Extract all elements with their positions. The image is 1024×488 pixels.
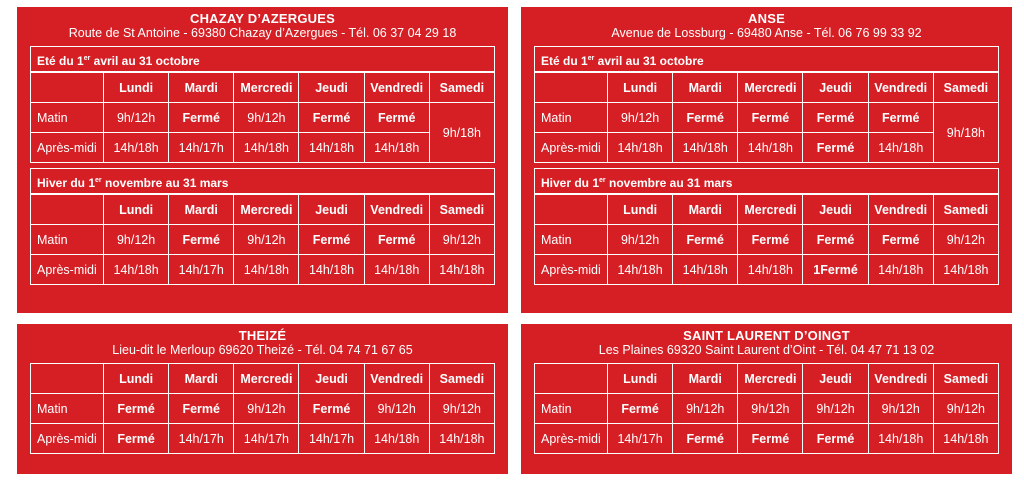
hours-cell: Fermé (803, 133, 868, 163)
day-header: Vendredi (364, 195, 429, 225)
day-header: Vendredi (868, 195, 933, 225)
table-row (31, 103, 495, 133)
day-header: Samedi (429, 364, 494, 394)
day-header: Mardi (169, 73, 234, 103)
day-header: Jeudi (299, 364, 364, 394)
summer-schedule (30, 46, 495, 163)
panel-theize (17, 324, 508, 474)
hours-cell: 14h/18h (234, 133, 299, 163)
hours-cell: 14h/18h (429, 424, 494, 454)
hours-cell: Fermé (104, 424, 169, 454)
day-header: Mercredi (234, 73, 299, 103)
hours-cell: 14h/18h (364, 424, 429, 454)
hours-cell: 14h/18h (364, 133, 429, 163)
table-row (31, 424, 495, 454)
row-label: Après-midi (31, 133, 104, 163)
hours-cell: Fermé (104, 394, 169, 424)
day-header: Lundi (104, 195, 169, 225)
row-label: Matin (535, 225, 608, 255)
hours-cell: Fermé (673, 225, 738, 255)
hours-cell: 14h/18h (608, 255, 673, 285)
day-header: Mardi (673, 195, 738, 225)
day-header: Mardi (673, 73, 738, 103)
hours-cell: Fermé (364, 225, 429, 255)
day-header: Mercredi (738, 364, 803, 394)
hours-cell: 9h/12h (933, 394, 998, 424)
site-name: SAINT LAURENT D’OINGT (683, 328, 850, 343)
day-header: Lundi (104, 73, 169, 103)
hours-cell: Fermé (673, 424, 738, 454)
row-label: Après-midi (31, 424, 104, 454)
day-header: Vendredi (364, 364, 429, 394)
table-row (31, 225, 495, 255)
hours-cell: Fermé (299, 225, 364, 255)
hours-cell: 9h/12h (234, 394, 299, 424)
hours-cell: 14h/18h (299, 133, 364, 163)
day-header: Lundi (608, 73, 673, 103)
hours-cell: Fermé (169, 394, 234, 424)
hours-cell: 14h/18h (868, 133, 933, 163)
hours-cell-saturday: 9h/18h (429, 103, 494, 163)
hours-cell: 14h/18h (608, 133, 673, 163)
hours-cell: Fermé (868, 103, 933, 133)
season-title: Hiver du 1er novembre au 31 mars (535, 169, 998, 194)
day-header: Jeudi (299, 195, 364, 225)
hours-cell: 9h/12h (429, 225, 494, 255)
schedule-table (534, 194, 999, 285)
day-header: Jeudi (299, 73, 364, 103)
table-header-row (31, 73, 495, 103)
hours-cell: Fermé (738, 424, 803, 454)
hours-cell: 14h/17h (299, 424, 364, 454)
hours-cell: Fermé (169, 225, 234, 255)
hours-cell: Fermé (803, 225, 868, 255)
hours-cell: 9h/12h (104, 225, 169, 255)
corner-cell (31, 73, 104, 103)
hours-cell: Fermé (608, 394, 673, 424)
day-header: Vendredi (868, 364, 933, 394)
row-label: Après-midi (535, 424, 608, 454)
hours-cell: Fermé (738, 103, 803, 133)
panel-saint-laurent (521, 324, 1012, 474)
day-header: Vendredi (364, 73, 429, 103)
row-label: Après-midi (31, 255, 104, 285)
hours-cell: 14h/18h (104, 133, 169, 163)
day-header: Mardi (169, 195, 234, 225)
hours-cell: 9h/12h (608, 225, 673, 255)
table-row (31, 133, 495, 163)
hours-cell: 9h/12h (429, 394, 494, 424)
hours-cell: Fermé (868, 225, 933, 255)
hours-cell: 9h/12h (104, 103, 169, 133)
hours-cell: 9h/12h (868, 394, 933, 424)
day-header: Jeudi (803, 73, 868, 103)
day-header: Mercredi (738, 195, 803, 225)
hours-cell: Fermé (169, 103, 234, 133)
hours-cell: Fermé (364, 103, 429, 133)
table-row (535, 255, 999, 285)
row-label: Matin (535, 394, 608, 424)
summer-schedule (534, 46, 999, 163)
day-header: Mercredi (234, 364, 299, 394)
table-row (535, 394, 999, 424)
hours-cell: 14h/18h (933, 255, 998, 285)
hours-cell: 9h/12h (673, 394, 738, 424)
hours-cell: Fermé (738, 225, 803, 255)
row-label: Après-midi (535, 255, 608, 285)
row-label: Matin (31, 103, 104, 133)
table-row (535, 225, 999, 255)
day-header: Lundi (608, 364, 673, 394)
hours-cell: 14h/18h (673, 255, 738, 285)
schedule-table (30, 363, 495, 454)
corner-cell (31, 364, 104, 394)
hours-cell: 9h/12h (933, 225, 998, 255)
site-name: CHAZAY D’AZERGUES (190, 11, 335, 26)
hours-cell: 14h/18h (933, 424, 998, 454)
day-header: Samedi (933, 73, 998, 103)
hours-cell: 14h/18h (868, 255, 933, 285)
site-name: ANSE (748, 11, 785, 26)
day-header: Mardi (673, 364, 738, 394)
day-header: Lundi (104, 364, 169, 394)
table-row (535, 103, 999, 133)
day-header: Mercredi (234, 195, 299, 225)
hours-cell: Fermé (299, 103, 364, 133)
table-header-row (535, 364, 999, 394)
hours-cell: Fermé (803, 103, 868, 133)
hours-cell: 14h/17h (169, 255, 234, 285)
day-header: Samedi (429, 195, 494, 225)
table-header-row (31, 195, 495, 225)
site-address: Avenue de Lossburg - 69480 Anse - Tél. 06 76 99 33 92 (611, 26, 922, 40)
hours-cell: 1Fermé (803, 255, 868, 285)
panel-anse (521, 7, 1012, 313)
row-label: Matin (31, 394, 104, 424)
hours-cell: 9h/12h (234, 225, 299, 255)
table-header-row (535, 195, 999, 225)
row-label: Matin (535, 103, 608, 133)
schedule-table (534, 72, 999, 163)
site-address: Route de St Antoine - 69380 Chazay d’Azergues - Tél. 06 37 04 29 18 (68, 26, 457, 40)
site-address: Les Plaines 69320 Saint Laurent d’Oint - Tél. 04 47 71 13 02 (598, 343, 935, 357)
corner-cell (31, 195, 104, 225)
winter-schedule (30, 168, 495, 285)
hours-cell: 14h/18h (364, 255, 429, 285)
table-row (31, 255, 495, 285)
hours-cell: Fermé (673, 103, 738, 133)
hours-cell: 14h/17h (169, 133, 234, 163)
hours-cell: 14h/18h (104, 255, 169, 285)
panel-chazay (17, 7, 508, 313)
hours-cell: 9h/12h (608, 103, 673, 133)
schedule (30, 363, 495, 454)
day-header: Lundi (608, 195, 673, 225)
day-header: Jeudi (803, 364, 868, 394)
hours-cell: 14h/18h (673, 133, 738, 163)
row-label: Matin (31, 225, 104, 255)
hours-cell: 14h/18h (868, 424, 933, 454)
season-title: Eté du 1er avril au 31 octobre (31, 47, 494, 72)
hours-cell-saturday: 9h/18h (933, 103, 998, 163)
hours-cell: 9h/12h (803, 394, 868, 424)
hours-cell: 14h/17h (234, 424, 299, 454)
day-header: Jeudi (803, 195, 868, 225)
hours-cell: 9h/12h (738, 394, 803, 424)
table-row (535, 133, 999, 163)
table-row (535, 424, 999, 454)
site-address: Lieu-dit le Merloup 69620 Theizé - Tél. 04 74 71 67 65 (112, 343, 413, 357)
schedule-table (30, 194, 495, 285)
hours-cell: 14h/17h (169, 424, 234, 454)
season-title: Hiver du 1er novembre au 31 mars (31, 169, 494, 194)
season-title: Eté du 1er avril au 31 octobre (535, 47, 998, 72)
hours-cell: 9h/12h (234, 103, 299, 133)
day-header: Samedi (933, 195, 998, 225)
day-header: Mardi (169, 364, 234, 394)
table-header-row (535, 73, 999, 103)
day-header: Samedi (429, 73, 494, 103)
row-label: Après-midi (535, 133, 608, 163)
hours-cell: 14h/17h (608, 424, 673, 454)
hours-cell: 14h/18h (738, 133, 803, 163)
hours-cell: 14h/18h (299, 255, 364, 285)
schedule-table (30, 72, 495, 163)
corner-cell (535, 73, 608, 103)
day-header: Mercredi (738, 73, 803, 103)
hours-cell: 9h/12h (364, 394, 429, 424)
day-header: Vendredi (868, 73, 933, 103)
corner-cell (535, 195, 608, 225)
hours-cell: Fermé (803, 424, 868, 454)
schedule-table (534, 363, 999, 454)
hours-cell: 14h/18h (429, 255, 494, 285)
hours-cell: Fermé (299, 394, 364, 424)
table-row (31, 394, 495, 424)
table-header-row (31, 364, 495, 394)
corner-cell (535, 364, 608, 394)
hours-cell: 14h/18h (738, 255, 803, 285)
day-header: Samedi (933, 364, 998, 394)
winter-schedule (534, 168, 999, 285)
schedule (534, 363, 999, 454)
hours-cell: 14h/18h (234, 255, 299, 285)
site-name: THEIZÉ (238, 328, 287, 343)
